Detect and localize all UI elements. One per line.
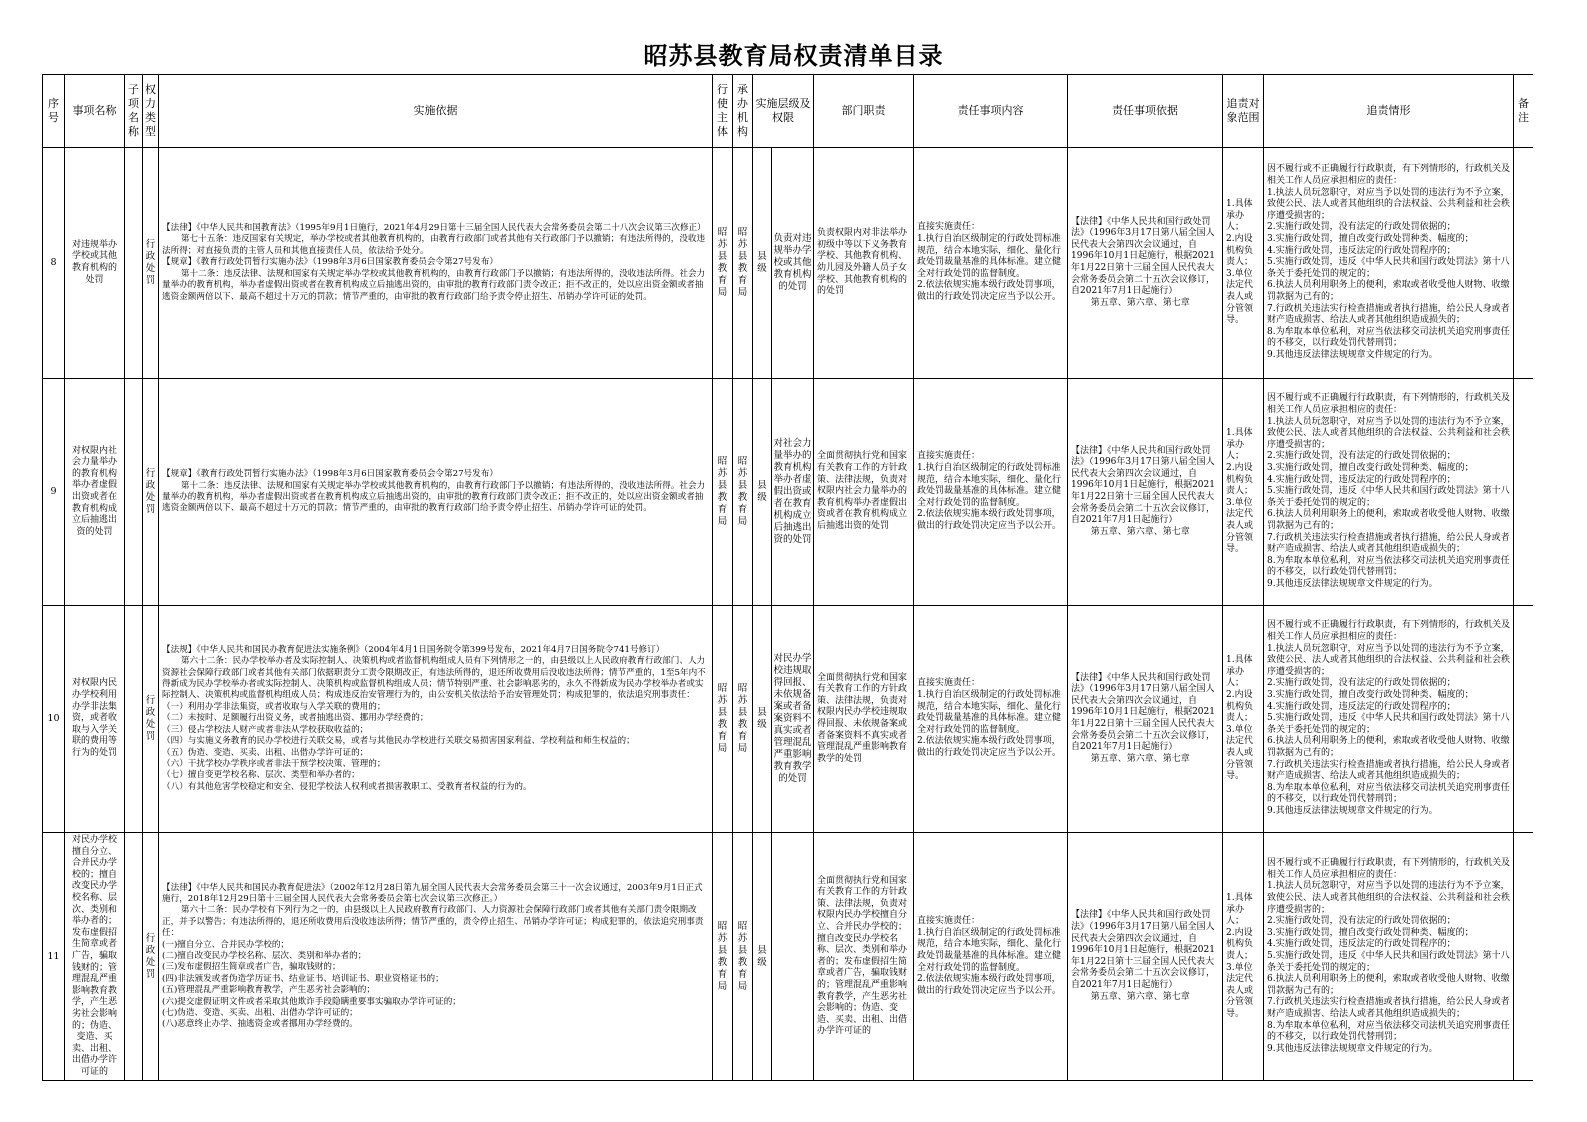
row-actor: 昭苏县教育局 [713,833,733,1081]
row-basis-line: (三)发布虚假招生简章或者广告，骗取钱财的； [162,962,341,973]
row-basis-line: 第七十五条：违反国家有关规定，举办学校或者其他教育机构的，由教育行政部门或者其他有关行政部门予以撤销；有违法所得的，没收违法所得；对直接负责的主管人员和其他直接责任人员，依法给予处分。 [162,234,706,256]
row-responsibility: 负责权限内对非法举办初级中等以下义务教育学校、其他教育机构、幼儿园及外籍人员子女学校、其他教育机构的的处罚 [814,148,914,379]
row-duty-content [914,606,1068,833]
row-duty-content-line: 1.执行自治区级制定的行政处罚标准规范，结合本地实际，细化、量化行政处罚裁量基准的具体标准。建立健全对行政处罚的监督制度。 [917,927,1062,973]
row-duty-basis-line: 第五章、第六章、第七章 [1090,753,1190,764]
row-dept-duty: 负责对违规举办学校或其他教育机构的处罚 [772,148,814,379]
row-item-name: 对权限内民办学校利用办学非法集资，或者收取与入学关联的费用等行为的处罚 [65,606,125,833]
row-basis-line: 第六十二条：民办学校举办者及实际控制人、决策机构或者监督机构组成人员有下列情形之一的，由县级以上人民政府教育行政部门、人力资源社会保障行政部门或者其他有关部门依据职责分工责令限期改正，有违法所得的，退还所收费用后没收违法所得；情节严重的，1至5年内不得新成为民办学校举办者或实际控制人、决策机构或监督机构组成人员；情节特别严重、社会影响恶劣的，永久不得新成为民办学校举办者或实际控制人、决策机构或监督机构组成人员；构成违反治安管理行为的，由公安机关依法给予治安管理处罚；构成犯罪的，依法追究刑事责任： [162,656,706,701]
row-accountability [1264,833,1514,1081]
row-accountability-line: 4.实施行政处罚，违反法定的行政处罚程序的； [1267,474,1456,485]
row-dept-duty [772,833,814,1081]
row-accountability-line: 9.其他违反法律法规规章文件规定的行为。 [1267,349,1438,360]
row-basis-line: (七)伪造、变造、买卖、出租、出借办学许可证的； [162,1008,358,1019]
row-sub-name [125,379,143,606]
row-accountability-line: 5.实施行政处罚，违反《中华人民共和国行政处罚法》第十八条关于委托处罚的规定的； [1267,486,1510,508]
row-handler: 昭苏县教育局 [733,148,753,379]
row-accountability-line: 3.实施行政处罚，擅自改变行政处罚种类、幅度的； [1267,690,1474,701]
row-basis [159,148,713,379]
row-remark [1514,833,1534,1081]
row-scope [1223,606,1264,833]
row-accountability-line: 1.执法人员玩忽职守，对应当予以处罚的违法行为不予立案，致使公民、法人或者其他组织的合法权益、公共利益和社会秩序遭受损害的； [1267,416,1511,450]
row-basis-line: 【法规】《中华人民共和国民办教育促进法实施条例》（2004年4月1日国务院令第399号发布，2021年4月7日国务院令741号修订） [162,644,665,655]
row-duty-basis-line: 第五章、第六章、第七章 [1090,991,1190,1002]
row-scope [1223,833,1264,1081]
row-power-type: 行政处罚 [143,833,159,1081]
row-seq: 9 [43,379,65,606]
row-duty-content-line: 2.依法依规实施本级行政处罚事项，做出的行政处罚决定应当予以公开。 [917,974,1062,996]
header-remark: 备注 [1514,75,1534,148]
row-basis-line: 【规章】《教育行政处罚暂行实施办法》（1998年3月6日国家教育委员会令第27号发布） [162,469,498,480]
row-basis-line: (一)擅自分立、合并民办学校的； [162,939,290,950]
header-seq: 序号 [43,75,65,148]
row-level: 县级 [753,606,772,833]
row-duty-basis [1068,379,1223,606]
row-item-name: 对民办学校擅自分立、合并民办学校的；擅自改变民办学校名称、层次、类别和举办者的；发布虚假招生简章或者广告，骗取钱财的；管理混乱严重影响教育教学，产生恶劣社会影响的；伪造、变造、买卖、出租、出借办学许可证的 [65,833,125,1081]
row-item-name: 对权限内社会力量举办的教育机构举办者虚假出资或者在教育机构成立后抽逃出资的处罚 [65,379,125,606]
row-duty-basis-line: 第五章、第六章、第七章 [1090,526,1190,537]
row-dept-duty: 对民办学校违规取得回报、未依规备案或者备案资料不真实或者管理混乱严重影响教育教学的处罚 [772,606,814,833]
row-scope-line: 2.内设机构负责人； [1226,690,1254,724]
row-accountability-line: 1.执法人员玩忽职守，对应当予以处罚的违法行为不予立案，致使公民、法人或者其他组织的合法权益、公共利益和社会秩序遭受损害的； [1267,881,1511,915]
row-duty-basis-line: 【法律】《中华人民共和国行政处罚法》（1996年3月17日第八届全国人民代表大会第四次会议通过，自1996年10月1日起施行，根据2021年1月22日第十三届全国人民代表大会常务委员会第二十五次会议修订，自2021年7月1日起施行） [1071,910,1216,990]
row-accountability-line: 因不履行或不正确履行行政职责，有下列情形的，行政机关及相关工作人员应承担相应的责任： [1267,858,1511,880]
table-row [43,606,1534,833]
row-basis-line: （三）侵占学校法人财产或者非法从学校获取收益的； [162,724,369,735]
row-accountability-line: 8.为牟取本单位私利，对应当依法移交司法机关追究刑事责任的不移交，以行政处罚代替刑罚； [1267,555,1510,578]
header-item-name: 事项名称 [65,75,125,148]
row-basis-line: 【规章】《教育行政处罚暂行实施办法》（1998年3月6日国家教育委员会令第27号发布） [162,257,498,268]
row-dept-duty: 对社会力量举办的教育机构举办者虚假出资或者在教育机构成立后抽逃出资的处罚 [772,379,814,606]
header-scope: 追责对象范围 [1223,75,1264,148]
row-accountability [1264,379,1514,606]
row-accountability-line: 4.实施行政处罚，违反法定的行政处罚程序的； [1267,245,1456,256]
row-accountability-line: 3.实施行政处罚，擅自改变行政处罚种类、幅度的； [1267,463,1474,474]
row-basis-line: 第十二条：违反法律、法规和国家有关规定举办学校或其他教育机构的，由教育行政部门予以撤销；有违法所得的，没收违法所得。社会力量举办的教育机构，举办者虚假出资或者在教育机构成立后抽逃出资的，由审批的教育行政部门责令改正；拒不改正的，处以应出资金额或者抽逃资金额两倍以下、最高不超过十万元的罚款；情节严重的，由审批的教育行政部门给予责令停止招生、吊销办学许可证的处罚。 [162,268,706,302]
row-accountability-line: 7.行政机关违法实行检查措施或者执行措施，给公民人身或者财产造成损害、给法人或者其他组织造成损失的； [1267,997,1510,1019]
row-scope-line: 3.单位法定代表人或分管领导。 [1226,962,1254,1019]
row-basis-line: 第六十二条：民办学校有下列行为之一的，由县级以上人民政府教育行政部门、人力资源社会保障行政部门或者其他有关部门责令限期改正，并予以警告；有违法所得的，退还所收费用后没收违法所得；情节严重的，责令停止招生、吊销办学许可证；构成犯罪的，依法追究刑事责任： [162,905,704,939]
row-accountability-line: 6.执法人员利用职务上的便利，索取或者收受他人财物、收缴罚款据为己有的； [1267,509,1510,531]
row-accountability-line: 9.其他违反法律法规规章文件规定的行为。 [1267,578,1438,589]
row-sub-name [125,148,143,379]
row-item-name: 对违规举办学校或其他教育机构的处罚 [65,148,125,379]
header-power-type: 权力类型 [143,75,159,148]
header-dept-duty: 部门职责 [814,75,914,148]
row-duty-content-line: 1.执行自治区级制定的行政处罚标准规范，结合本地实际，细化、量化行政处罚裁量基准的具体标准。建立健全对行政处罚的监督制度。 [917,234,1062,279]
header-basis: 实施依据 [159,75,713,148]
row-accountability-line: 5.实施行政处罚，违反《中华人民共和国行政处罚法》第十八条关于委托处罚的规定的； [1267,950,1510,973]
row-level: 县级 [753,148,772,379]
row-duty-basis-line: 【法律】《中华人民共和国行政处罚法》（1996年3月17日第八届全国人民代表大会第四次会议通过，自1996年10月1日起施行，根据2021年1月22日第十三届全国人民代表大会常务委员会第二十五次会议修订，自2021年7月1日起施行） [1071,672,1216,753]
row-accountability-line: 5.实施行政处罚，违反《中华人民共和国行政处罚法》第十八条关于委托处罚的规定的； [1267,257,1510,279]
row-duty-basis [1068,833,1223,1081]
row-handler: 昭苏县教育局 [733,833,753,1081]
row-actor: 昭苏县教育局 [713,148,733,379]
row-duty-content-line: 直接实施责任： [917,916,981,927]
row-seq: 11 [43,833,65,1081]
row-scope-line: 1.具体承办人； [1226,428,1253,462]
row-sub-name [125,833,143,1081]
row-accountability-line: 1.执法人员玩忽职守，对应当予以处罚的违法行为不予立案，致使公民、法人或者其他组织的合法权益、公共利益和社会秩序遭受损害的； [1267,187,1511,221]
row-responsibility: 全面贯彻执行党和国家有关教育工作的方针政策、法律法规，负责对权限内民办学校违规取得回报、未依规备案或者备案资料不真实或者管理混乱严重影响教育教学的处罚 [814,606,914,833]
row-scope-line: 2.内设机构负责人； [1226,927,1254,961]
row-accountability-line: 2.实施行政处罚，没有法定的行政处罚依据的； [1267,916,1456,927]
row-level: 县级 [753,833,772,1081]
row-basis-line: (八)恶意终止办学、抽逃资金或者挪用办学经费的。 [162,1019,358,1030]
row-accountability-line: 5.实施行政处罚，违反《中华人民共和国行政处罚法》第十八条关于委托处罚的规定的； [1267,713,1510,735]
row-basis-line: 【法律】《中华人民共和国教育法》（1995年9月1日施行，2021年4月29日第十三届全国人民代表大会常务委员会第二十八次会议第三次修正） [162,223,706,234]
row-basis-line: （七）擅自变更学校名称、层次、类型和举办者的； [162,770,360,781]
row-basis-line: （二）未按时、足额履行出资义务，或者抽逃出资、挪用办学经费的； [162,713,429,724]
row-scope-line: 3.单位法定代表人或分管领导。 [1226,268,1254,326]
row-duty-basis-line: 【法律】《中华人民共和国行政处罚法》（1996年3月17日第八届全国人民代表大会第四次会议通过，自1996年10月1日起施行，根据2021年1月22日第十三届全国人民代表大会常务委员会第二十五次会议修订，自2021年7月1日起施行） [1071,445,1216,526]
row-accountability-line: 7.行政机关违法实行检查措施或者执行措施，给公民人身或者财产造成损害、给法人或者其他组织造成损失的； [1267,303,1510,326]
row-basis-line: 【法律】《中华人民共和国民办教育促进法》（2002年12月28日第九届全国人民代表大会常务委员会第三十一次会议通过，2003年9月1日正式施行，2018年12月29日第十三届全国人民代表大会常务委员会第七次会议第三次修正。） [162,882,703,904]
row-accountability-line: 4.实施行政处罚，违反法定的行政处罚程序的； [1267,939,1456,950]
row-scope-line: 2.内设机构负责人； [1226,463,1254,497]
row-accountability [1264,148,1514,379]
row-accountability-line: 因不履行或不正确履行行政职责，有下列情形的，行政机关及相关工作人员应承担相应的责任： [1267,164,1511,187]
row-actor: 昭苏县教育局 [713,379,733,606]
row-accountability-line: 3.实施行政处罚，擅自改变行政处罚种类、幅度的； [1267,927,1474,938]
row-accountability-line: 2.实施行政处罚，没有法定的行政处罚依据的； [1267,451,1456,462]
row-duty-content-line: 1.执行自治区级制定的行政处罚标准规范，结合本地实际，细化、量化行政处罚裁量基准的具体标准。建立健全对行政处罚的监督制度。 [917,690,1062,735]
table-row [43,379,1534,606]
row-accountability-line: 2.实施行政处罚，没有法定的行政处罚依据的； [1267,678,1456,689]
row-power-type: 行政处罚 [143,379,159,606]
table-row [43,833,1534,1081]
row-basis-line: (五)管理混乱严重影响教育教学，产生恶劣社会影响的； [162,985,375,996]
row-duty-basis-line: 【法律】《中华人民共和国行政处罚法》（1996年3月17日第八届全国人民代表大会第四次会议通过，自1996年10月1日起施行，根据2021年1月22日第十三届全国人民代表大会常务委员会第二十五次会议修订，自2021年7月1日起施行） [1071,216,1216,297]
row-duty-content-line: 直接实施责任： [917,678,981,689]
row-basis-line: （五）伪造、变造、买卖、出租、出借办学许可证的； [162,747,369,758]
row-accountability-line: 8.为牟取本单位私利，对应当依法移交司法机关追究刑事责任的不移交，以行政处罚代替刑罚； [1267,326,1510,349]
row-responsibility: 全面贯彻执行党和国家有关教育工作的方针政策、法律法规，负责对权限内社会力量举办的教育机构举办者虚假出资或者在教育机构成立后抽逃出资的处罚 [814,379,914,606]
page-title: 昭苏县教育局权责清单目录 [643,41,944,70]
table-body [43,148,1534,1081]
row-accountability-line: 4.实施行政处罚，违反法定的行政处罚程序的； [1267,701,1456,712]
row-basis [159,379,713,606]
row-basis-line: （一）利用办学非法集资，或者收取与入学关联的费用的； [162,701,386,712]
row-accountability-line: 6.执法人员利用职务上的便利，索取或者收受他人财物、收缴罚款据为己有的； [1267,974,1510,996]
row-accountability-line: 3.实施行政处罚，擅自改变行政处罚种类、幅度的； [1267,234,1474,245]
row-basis [159,833,713,1081]
row-accountability-line: 6.执法人员利用职务上的便利，索取或者收受他人财物、收缴罚款据为己有的； [1267,736,1510,758]
row-duty-content-line: 1.执行自治区级制定的行政处罚标准规范，结合本地实际，细化、量化行政处罚裁量基准的具体标准。建立健全对行政处罚的监督制度。 [917,463,1062,508]
row-handler: 昭苏县教育局 [733,379,753,606]
row-level: 县级 [753,379,772,606]
header-duty-content: 责任事项内容 [914,75,1068,148]
row-accountability-line: 7.行政机关违法实行检查措施或者执行措施，给公民人身或者财产造成损害、给法人或者其他组织造成损失的； [1267,759,1510,782]
row-duty-content [914,833,1068,1081]
row-accountability-line: 因不履行或不正确履行行政职责，有下列情形的，行政机关及相关工作人员应承担相应的责任： [1267,620,1511,643]
row-accountability-line: 6.执法人员利用职务上的便利，索取或者收受他人财物、收缴罚款据为己有的； [1267,280,1510,302]
row-duty-content-line: 直接实施责任： [917,451,981,462]
row-scope-line: 1.具体承办人； [1226,892,1253,927]
row-duty-content-line: 直接实施责任： [917,222,981,233]
row-scope [1223,379,1264,606]
header-accountability: 追责情形 [1264,75,1514,148]
row-basis-line: (二)擅自改变民办学校名称、层次、类别和举办者的； [162,951,367,962]
row-actor: 昭苏县教育局 [713,606,733,833]
row-basis-line: (六)提交虚假证明文件或者采取其他欺诈手段隐瞒重要事实骗取办学许可证的； [162,996,461,1007]
row-duty-content-line: 2.依法依规实施本级行政处罚事项，做出的行政处罚决定应当予以公开。 [917,736,1062,758]
row-accountability-line: 2.实施行政处罚，没有法定的行政处罚依据的； [1267,222,1456,233]
row-scope-line: 3.单位法定代表人或分管领导。 [1226,497,1254,555]
row-remark [1514,379,1534,606]
row-scope-line: 3.单位法定代表人或分管领导。 [1226,724,1254,782]
row-accountability-line: 因不履行或不正确履行行政职责，有下列情形的，行政机关及相关工作人员应承担相应的责任： [1267,393,1511,416]
row-handler: 昭苏县教育局 [733,606,753,833]
table-row [43,148,1534,379]
row-seq: 10 [43,606,65,833]
row-basis-line: （四）与实施义务教育的民办学校进行关联交易，或者与其他民办学校进行关联交易损害国家利益、学校利益和师生权益的； [162,736,635,747]
responsibility-table [42,74,1533,1081]
row-scope-line: 2.内设机构负责人； [1226,234,1254,268]
row-accountability-line: 8.为牟取本单位私利，对应当依法移交司法机关追究刑事责任的不移交，以行政处罚代替刑罚； [1267,782,1510,805]
row-duty-basis-line: 第五章、第六章、第七章 [1090,297,1190,308]
row-basis [159,606,713,833]
header-duty-basis: 责任事项依据 [1068,75,1223,148]
header-actor: 行使主体 [713,75,733,148]
row-power-type: 行政处罚 [143,148,159,379]
row-accountability-line: 9.其他违反法律法规规章文件规定的行为。 [1267,805,1438,816]
row-basis-line: （八）有其他危害学校稳定和安全、侵犯学校法人权利或者损害教职工、受教育者权益的行为的。 [162,781,532,792]
header-row [43,75,1534,148]
row-accountability-line: 8.为牟取本单位私利，对应当依法移交司法机关追究刑事责任的不移交，以行政处罚代替刑罚； [1267,1020,1510,1043]
row-sub-name [125,606,143,833]
row-scope-line: 1.具体承办人； [1226,199,1253,233]
row-duty-basis [1068,606,1223,833]
row-power-type: 行政处罚 [143,606,159,833]
row-responsibility: 全面贯彻执行党和国家有关教育工作的方针政策、法律法规，负责对权限内民办学校擅自分立、合并民办学校的；擅自改变民办学校名称、层次、类别和举办者的；发布虚假招生简章或者广告，骗取钱财的；管理混乱严重影响教育教学，产生恶劣社会影响的；伪造、变造、买卖、出租、出借办学许可证的 [814,833,914,1081]
row-remark [1514,148,1534,379]
row-duty-content [914,148,1068,379]
row-accountability-line: 9.其他违反法律法规规章文件规定的行为。 [1267,1043,1438,1054]
row-basis-line: (四)非法颁发或者伪造学历证书、结业证书、培训证书、职业资格证书的； [162,973,444,984]
responsibility-table-container [42,74,1533,1122]
row-basis-line: （六）干扰学校办学秩序或者非法干预学校决策、管理的； [162,758,386,769]
row-accountability [1264,606,1514,833]
row-basis-line: 第十二条：违反法律、法规和国家有关规定举办学校或其他教育机构的，由教育行政部门予以撤销；有违法所得的，没收违法所得。社会力量举办的教育机构，举办者虚假出资或者在教育机构成立后抽逃出资的，由审批的教育行政部门责令改正；拒不改正的，处以应出资金额或者抽逃资金额两倍以下、最高不超过十万元的罚款；情节严重的，由审批的教育行政部门给予责令停止招生、吊销办学许可证的处罚。 [162,480,706,514]
row-scope [1223,148,1264,379]
row-seq: 8 [43,148,65,379]
row-duty-content-line: 2.依法依规实施本级行政处罚事项，做出的行政处罚决定应当予以公开。 [917,280,1062,302]
row-duty-content-line: 2.依法依规实施本级行政处罚事项，做出的行政处罚决定应当予以公开。 [917,509,1062,531]
row-duty-content [914,379,1068,606]
row-remark [1514,606,1534,833]
row-duty-basis [1068,148,1223,379]
row-scope-line: 1.具体承办人； [1226,655,1253,689]
row-accountability-line: 7.行政机关违法实行检查措施或者执行措施，给公民人身或者财产造成损害、给法人或者其他组织造成损失的； [1267,532,1510,555]
header-level: 实施层级及权限 [753,75,814,148]
header-handler: 承办机构 [733,75,753,148]
row-accountability-line: 1.执法人员玩忽职守，对应当予以处罚的违法行为不予立案，致使公民、法人或者其他组织的合法权益、公共利益和社会秩序遭受损害的； [1267,643,1511,677]
header-sub-name: 子项名称 [125,75,143,148]
